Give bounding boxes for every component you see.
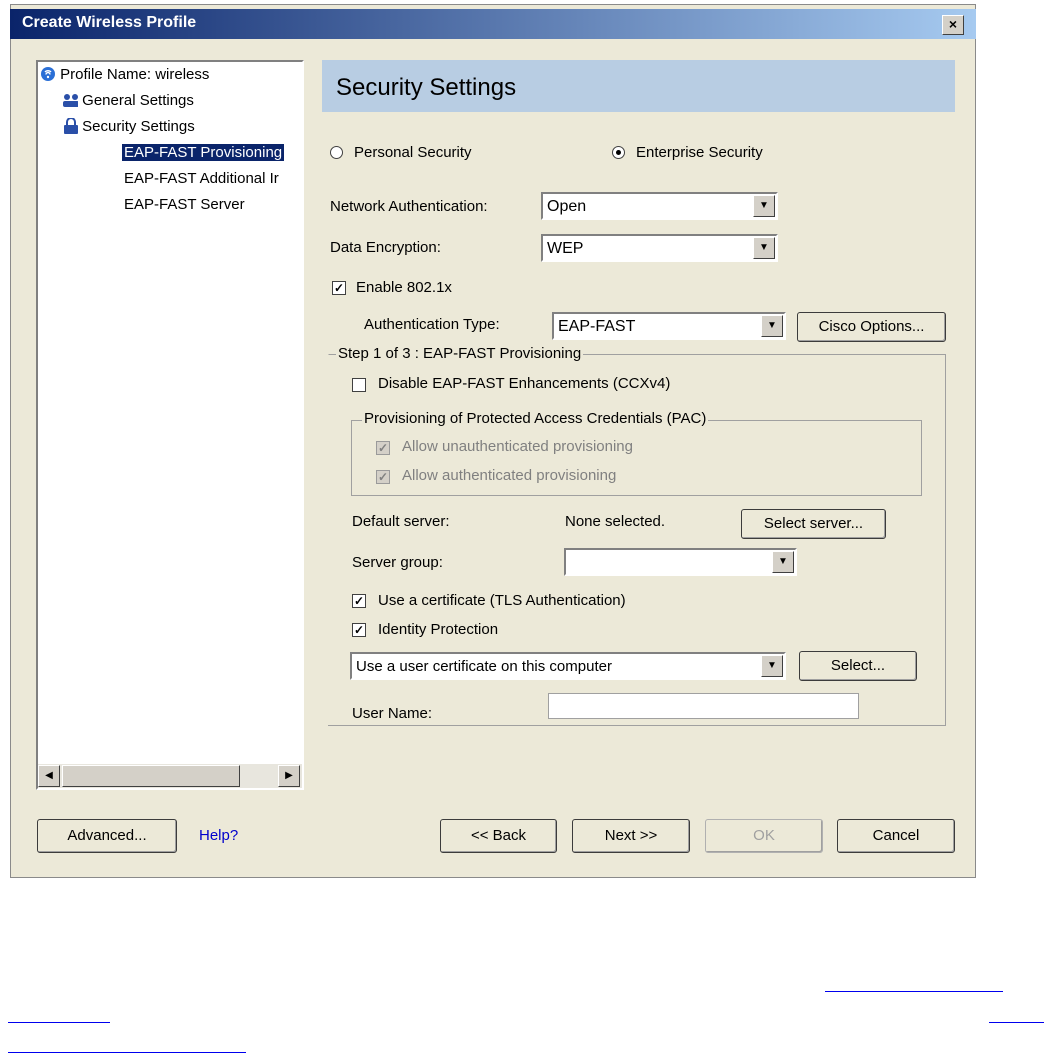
chevron-down-icon[interactable]: ▼ <box>761 315 783 337</box>
personal-security-radio[interactable] <box>330 146 343 159</box>
tree-item-eap-fast-server[interactable]: EAP-FAST Server <box>124 196 245 213</box>
tree-item-label: General Settings <box>82 92 194 109</box>
tree-item-eap-fast-provisioning[interactable]: EAP-FAST Provisioning <box>124 144 283 161</box>
link-underline[interactable] <box>825 991 1003 992</box>
auth-type-select[interactable] <box>552 312 786 340</box>
enterprise-security-radio[interactable] <box>612 146 625 159</box>
auth-type-value: EAP-FAST <box>558 318 636 335</box>
next-button[interactable]: Next >> <box>572 819 690 853</box>
chevron-down-icon[interactable]: ▼ <box>772 551 794 573</box>
close-button[interactable]: × <box>942 15 964 35</box>
enterprise-security-label[interactable]: Enterprise Security <box>636 144 763 161</box>
network-auth-value: Open <box>547 198 587 215</box>
chevron-down-icon[interactable]: ▼ <box>753 237 775 259</box>
data-encryption-select[interactable] <box>541 234 778 262</box>
pac-group-box <box>351 420 922 496</box>
link-underline[interactable] <box>989 1022 1044 1023</box>
certificate-source-select[interactable] <box>350 652 786 680</box>
allow-unauth-checkbox[interactable]: ✓ <box>377 441 389 455</box>
window-title: Create Wireless Profile <box>22 14 197 31</box>
disable-enhancements-label[interactable]: Disable EAP-FAST Enhancements (CCXv4) <box>378 375 671 392</box>
link-underline[interactable] <box>8 1022 110 1023</box>
data-encryption-value: WEP <box>547 240 584 257</box>
use-certificate-label[interactable]: Use a certificate (TLS Authentication) <box>378 592 626 609</box>
advanced-button[interactable]: Advanced... <box>37 819 177 853</box>
lock-icon <box>62 118 78 134</box>
scroll-thumb[interactable] <box>62 765 240 787</box>
use-certificate-checkbox[interactable]: ✓ <box>353 594 365 608</box>
identity-protection-checkbox[interactable]: ✓ <box>353 623 365 637</box>
divider <box>328 725 946 726</box>
scroll-right-icon[interactable]: ▶ <box>278 765 300 787</box>
server-group-label: Server group: <box>352 554 443 571</box>
disable-enhancements-checkbox[interactable] <box>352 378 366 392</box>
help-link[interactable]: Help? <box>199 827 239 844</box>
tree-item-eap-fast-additional[interactable]: EAP-FAST Additional Ir <box>124 170 279 187</box>
enable-8021x-checkbox[interactable]: ✓ <box>333 281 345 295</box>
tree-item-general-settings[interactable] <box>62 92 194 109</box>
allow-unauth-label[interactable]: Allow unauthenticated provisioning <box>402 438 633 455</box>
allow-auth-checkbox[interactable]: ✓ <box>377 470 389 484</box>
enable-8021x-label[interactable]: Enable 802.1x <box>356 279 452 296</box>
wireless-icon <box>40 66 56 82</box>
default-server-value: None selected. <box>565 513 666 530</box>
data-encryption-label: Data Encryption: <box>330 239 441 256</box>
pac-group-label: Provisioning of Protected Access Credentials (PAC) <box>364 410 707 427</box>
user-name-label: User Name: <box>352 705 433 722</box>
personal-security-label[interactable]: Personal Security <box>354 144 472 161</box>
identity-protection-label[interactable]: Identity Protection <box>378 621 499 638</box>
scroll-left-icon[interactable]: ◀ <box>38 765 60 787</box>
tree-horizontal-scrollbar[interactable] <box>38 764 302 788</box>
link-underline[interactable] <box>8 1052 246 1053</box>
ok-button[interactable]: OK <box>705 819 823 853</box>
tree-item-label: Security Settings <box>82 118 195 135</box>
profile-tree[interactable] <box>36 60 304 790</box>
allow-auth-label[interactable]: Allow authenticated provisioning <box>402 467 617 484</box>
select-certificate-button[interactable]: Select... <box>799 651 917 681</box>
network-auth-select[interactable] <box>541 192 778 220</box>
back-button[interactable]: << Back <box>440 819 557 853</box>
users-icon <box>62 92 78 108</box>
tree-item-profile-name[interactable] <box>40 66 209 83</box>
user-name-input[interactable] <box>548 693 859 719</box>
page-title: Security Settings <box>336 74 517 101</box>
cisco-options-button[interactable]: Cisco Options... <box>797 312 946 342</box>
cancel-button[interactable]: Cancel <box>837 819 955 853</box>
step-group-label: Step 1 of 3 : EAP-FAST Provisioning <box>338 345 582 362</box>
auth-type-label: Authentication Type: <box>364 316 500 333</box>
server-group-select[interactable] <box>564 548 797 576</box>
default-server-label: Default server: <box>352 513 450 530</box>
select-server-button[interactable]: Select server... <box>741 509 886 539</box>
tree-item-label: Profile Name: wireless <box>60 66 210 83</box>
certificate-source-value: Use a user certificate on this computer <box>356 658 612 675</box>
chevron-down-icon[interactable]: ▼ <box>753 195 775 217</box>
chevron-down-icon[interactable]: ▼ <box>761 655 783 677</box>
tree-item-security-settings[interactable] <box>62 118 195 135</box>
network-auth-label: Network Authentication: <box>330 198 488 215</box>
